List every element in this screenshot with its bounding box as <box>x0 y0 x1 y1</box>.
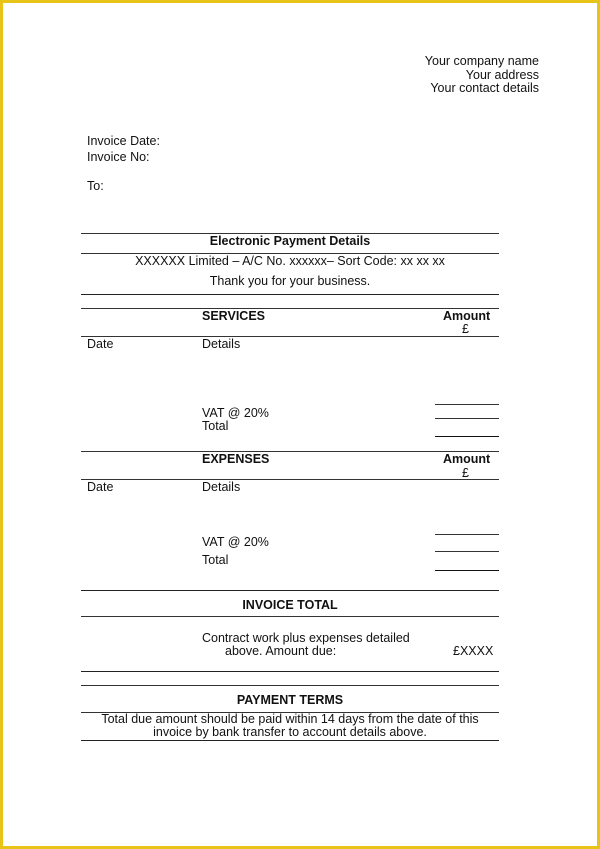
services-total-line <box>435 436 499 437</box>
payment-terms-line1: Total due amount should be paid within 14 days from the date of this <box>101 712 479 726</box>
services-total-label: Total <box>202 419 229 433</box>
services-details-label: Details <box>202 337 241 351</box>
invoice-total-description-line1: Contract work plus expenses detailed <box>202 631 410 645</box>
services-date-label: Date <box>87 337 114 351</box>
services-heading: SERVICES <box>202 309 265 323</box>
services-vat-label: VAT @ 20% <box>202 406 269 420</box>
payment-terms-heading: PAYMENT TERMS <box>236 693 344 707</box>
services-subtotal-line <box>435 404 499 405</box>
divider <box>81 616 499 617</box>
invoice-number-label: Invoice No: <box>87 150 150 164</box>
expenses-amount-label: Amount <box>443 452 491 466</box>
expenses-total-line <box>435 570 499 571</box>
payment-details-heading: Electronic Payment Details <box>209 234 371 248</box>
services-amount-label: Amount <box>443 309 491 323</box>
divider <box>81 308 499 309</box>
divider <box>81 451 499 452</box>
services-vat-line <box>435 418 499 419</box>
divider <box>81 590 499 591</box>
invoice-total-heading: INVOICE TOTAL <box>242 598 338 612</box>
invoice-to-label: To: <box>87 179 104 193</box>
expenses-subtotal-line <box>435 534 499 535</box>
payment-account-line: XXXXXX Limited – A/C No. xxxxxx– Sort Code: xx xx xx <box>135 254 445 268</box>
divider <box>81 294 499 295</box>
divider <box>81 740 499 741</box>
divider <box>81 685 499 686</box>
expenses-currency: £ <box>462 466 469 480</box>
expenses-vat-line <box>435 551 499 552</box>
divider <box>81 336 499 337</box>
company-contact: Your contact details <box>430 81 539 95</box>
payment-terms-line2: invoice by bank transfer to account details above. <box>153 725 427 739</box>
expenses-date-label: Date <box>87 480 114 494</box>
company-address: Your address <box>465 67 539 82</box>
services-currency: £ <box>462 322 469 336</box>
expenses-heading: EXPENSES <box>202 452 270 466</box>
invoice-page <box>3 3 597 846</box>
expenses-total-label: Total <box>202 553 229 567</box>
invoice-total-description-line2: above. Amount due: <box>225 644 337 658</box>
divider <box>81 671 499 672</box>
thank-you-text: Thank you for your business. <box>209 274 371 288</box>
expenses-vat-label: VAT @ 20% <box>202 535 269 549</box>
company-name: Your company name <box>424 54 539 68</box>
invoice-total-amount: £XXXX <box>453 644 494 658</box>
divider <box>81 479 499 480</box>
invoice-date-label: Invoice Date: <box>87 134 160 148</box>
expenses-details-label: Details <box>202 480 241 494</box>
company-block <box>425 55 539 96</box>
